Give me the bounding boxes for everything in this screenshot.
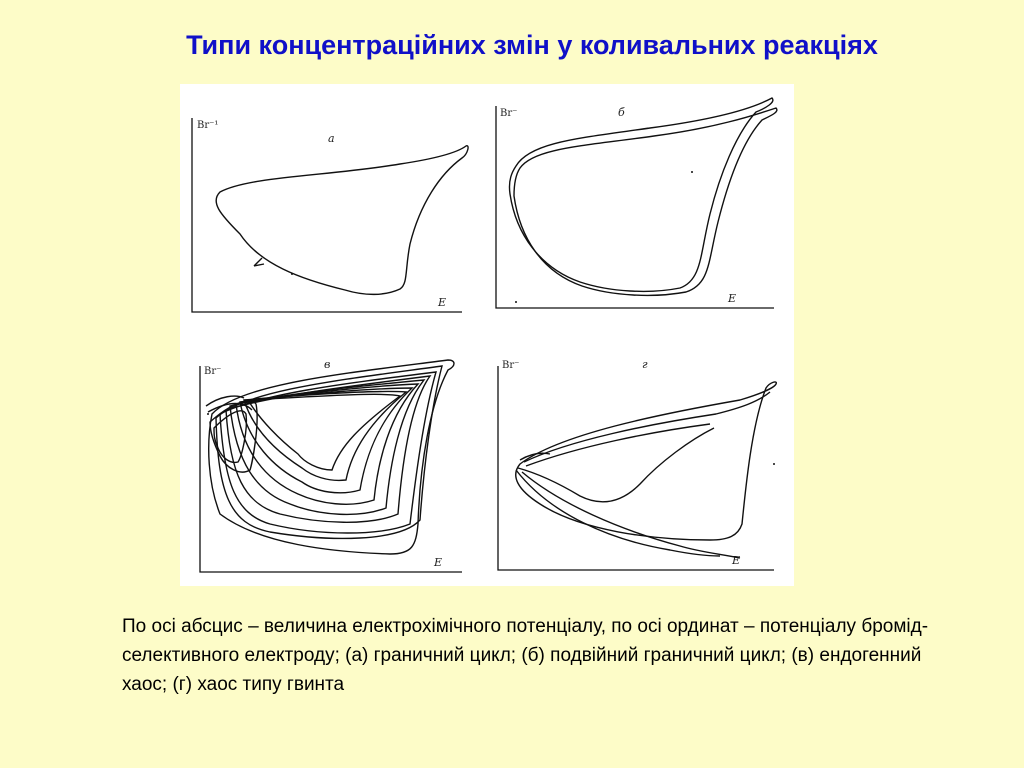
panel-g-axes [498, 366, 774, 570]
dot-b2 [515, 301, 517, 303]
dot-b [691, 171, 693, 173]
limit-cycle-b-outer [509, 98, 772, 291]
panel-g-xlabel: E [732, 554, 741, 567]
screw-chaos-attractor-g [516, 382, 777, 558]
dot-a [291, 273, 293, 275]
limit-cycle-a [216, 146, 468, 295]
panel-g [498, 358, 776, 570]
panel-b-xlabel: E [728, 292, 737, 305]
panel-g-letter: г [642, 358, 648, 371]
panel-v-ylabel: Br⁻ [204, 366, 222, 377]
panel-a-xlabel: E [438, 296, 447, 309]
chaotic-attractor-v [206, 360, 454, 554]
dot-v [207, 413, 209, 415]
panel-a-ylabel: Br⁻¹ [197, 120, 219, 131]
dot-g [773, 463, 775, 465]
panel-b-axes [496, 106, 774, 308]
figure-caption: По осі абсцис – величина електрохімічного потенціалу, по осі ординат – потенціалу бромід-селективного електроду; (а) граничний цикл; (б) подвійний граничний цикл; (в) ендогенний хаос; (г) хаос типу гвинта [122, 616, 929, 695]
slide-title: Типи концентраційних змін у коливальних реакціях [186, 30, 878, 60]
panel-a-axes [192, 118, 462, 312]
panel-g-ylabel: Br⁻ [502, 360, 520, 371]
phase-portraits-svg [180, 84, 794, 586]
panel-b-ylabel: Br⁻ [500, 108, 518, 119]
panel-b-letter: б [618, 106, 625, 119]
panel-v [200, 358, 462, 572]
limit-cycle-b-inner [514, 108, 777, 295]
panel-v-letter: в [324, 358, 331, 371]
panel-a-letter: a [328, 132, 335, 145]
panel-a [192, 118, 468, 312]
panel-b [496, 98, 777, 308]
direction-arrow-a [254, 258, 264, 266]
phase-portraits-figure [180, 84, 794, 586]
panel-v-xlabel: E [434, 556, 443, 569]
